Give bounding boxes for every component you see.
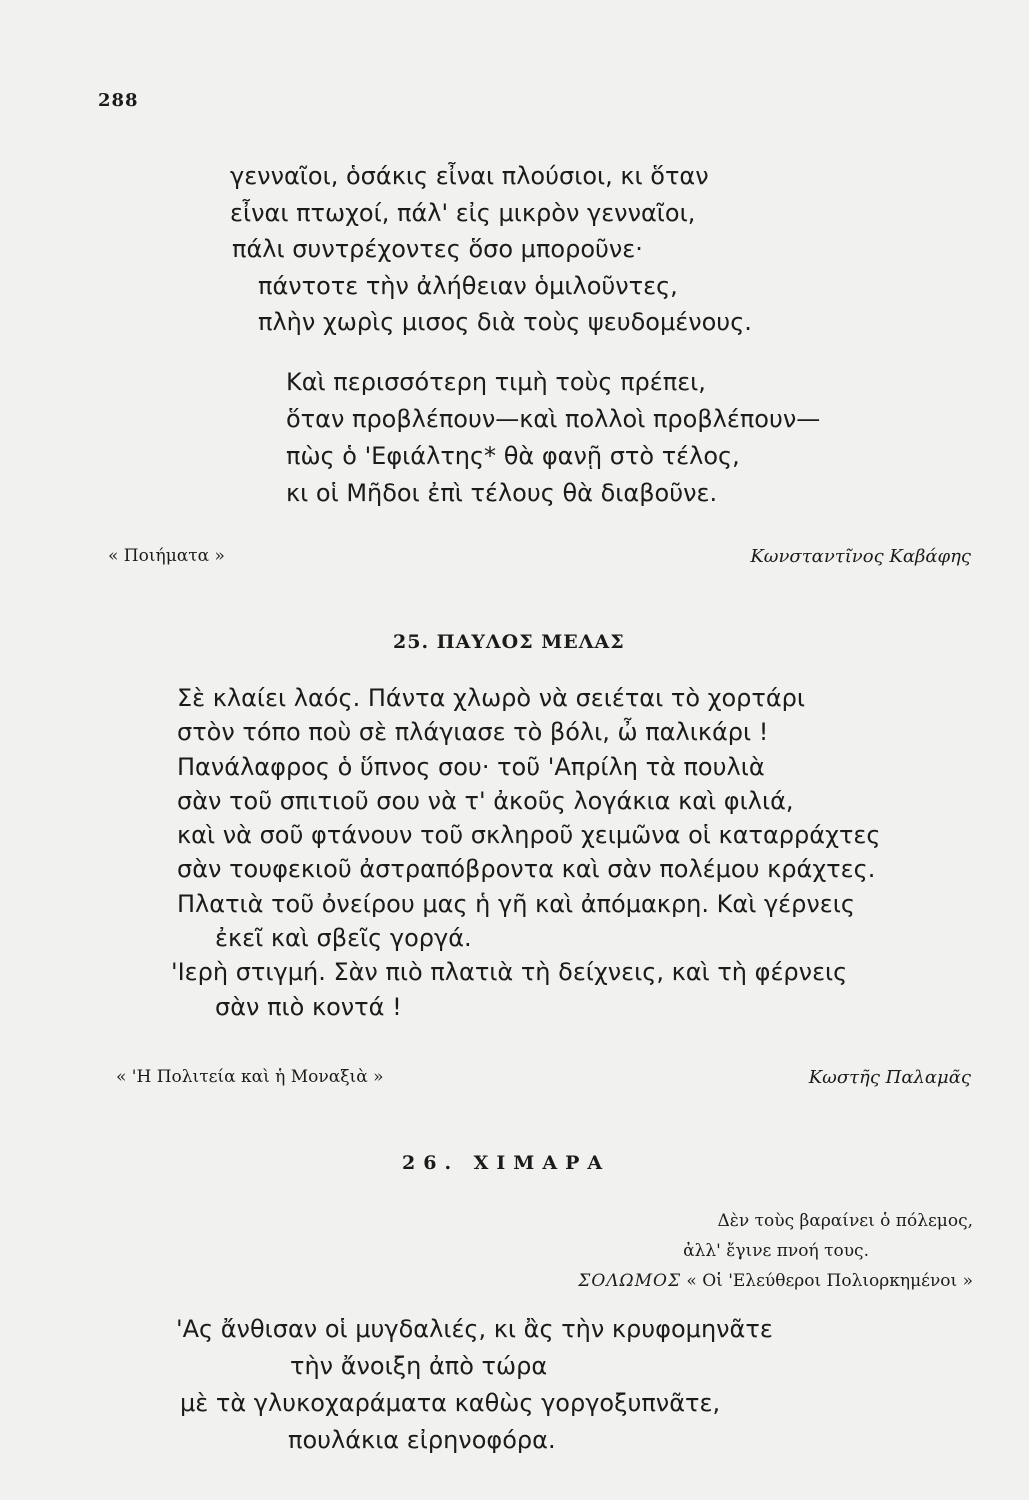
poem-25-verse — [171, 681, 881, 1024]
poem-author: Κωστῆς Παλαμᾶς — [808, 1067, 971, 1088]
verse-line: πουλάκια εἰρηνοφόρα. — [288, 1426, 556, 1454]
verse-line: γενναῖοι, ὁσάκις εἶναι πλούσιοι, κι ὅταν — [230, 162, 709, 190]
verse-line: σὰν τουφεκιοῦ ἀστραπόβροντα καὶ σὰν πολέμου κράχτες. — [177, 855, 876, 884]
page-number: 288 — [98, 90, 139, 111]
epigraph-attribution — [578, 1266, 973, 1296]
verse-line: Πανάλαφρος ὁ ὕπνος σου· τοῦ 'Απρίλη τὰ πουλιὰ — [177, 752, 765, 781]
epigraph-author: ΣΟΛΩΜΟΣ — [578, 1271, 681, 1291]
epigraph — [578, 1206, 973, 1296]
poem-26-verse — [176, 1311, 773, 1459]
epigraph-work: « Οἱ 'Ελεύθεροι Πολιορκημένοι » — [686, 1271, 973, 1291]
verse-line: πάντοτε τὴν ἀλήθειαν ὁμιλοῦντες, — [258, 271, 678, 300]
verse-line: σὰν πιὸ κοντά ! — [215, 992, 402, 1021]
verse-line: εἶναι πτωχοί, πάλ' εἰς μικρὸν γενναῖοι, — [230, 198, 696, 227]
poem-title: 25. ΠΑΥΛΟΣ ΜΕΛΑΣ — [393, 631, 625, 653]
poem-title: 26. ΧΙΜΑΡΑ — [402, 1152, 611, 1174]
epigraph-line: Δὲν τοὺς βαραίνει ὁ πόλεμος, — [717, 1211, 973, 1231]
verse-line: 'Ιερὴ στιγμή. Σὰν πιὸ πλατιὰ τὴ δείχνεις, καὶ τὴ φέρνεις — [171, 958, 848, 987]
verse-line: σὰν τοῦ σπιτιοῦ σου νὰ τ' ἀκοῦς λογάκια καὶ φιλιά, — [177, 786, 794, 815]
verse-line: ὅταν προβλέπουν—καὶ πολλοὶ προβλέπουν— — [286, 405, 821, 433]
poem-continuation-stanza-1 — [230, 158, 752, 341]
poem-source: « 'Η Πολιτεία καὶ ἡ Μοναξιὰ » — [116, 1067, 384, 1087]
verse-line: πάλι συντρέχοντες ὅσο μποροῦνε· — [232, 235, 643, 263]
poem-author: Κωνσταντῖνος Καβάφης — [750, 546, 971, 567]
verse-line: στὸν τόπο ποὺ σὲ πλάγιασε τὸ βόλι, ὦ παλικάρι ! — [177, 718, 769, 747]
epigraph-line: ἀλλ' ἔγινε πνοή τους. — [683, 1241, 869, 1261]
poem-source: « Ποιήματα » — [108, 546, 225, 566]
verse-line: 'Ας ἄνθισαν οἱ μυγδαλιές, κι ἂς τὴν κρυφομηνᾶτε — [176, 1315, 773, 1343]
verse-line: τὴν ἄνοιξη ἀπὸ τώρα — [290, 1352, 548, 1380]
verse-line: πλὴν χωρὶς μισος διὰ τοὺς ψευδομένους. — [258, 308, 752, 336]
verse-line: ἐκεῖ καὶ σβεῖς γοργά. — [215, 924, 472, 953]
verse-line: μὲ τὰ γλυκοχαράματα καθὼς γοργοξυπνᾶτε, — [180, 1389, 721, 1417]
verse-line: καὶ νὰ σοῦ φτάνουν τοῦ σκληροῦ χειμῶνα οἱ καταρράχτες — [177, 821, 881, 850]
verse-line: κι οἱ Μῆδοι ἐπὶ τέλους θὰ διαβοῦνε. — [286, 479, 718, 507]
verse-line: Σὲ κλαίει λαός. Πάντα χλωρὸ νὰ σειέται τὸ χορτάρι — [177, 684, 806, 712]
poem-continuation-stanza-2 — [286, 364, 820, 512]
verse-line: Καὶ περισσότερη τιμὴ τοὺς πρέπει, — [286, 368, 706, 396]
verse-line: πὼς ὁ 'Εφιάλτης* θὰ φανῇ στὸ τέλος, — [286, 442, 740, 470]
verse-line: Πλατιὰ τοῦ ὀνείρου μας ἡ γῆ καὶ ἀπόμακρη. Καὶ γέρνεις — [177, 889, 855, 918]
